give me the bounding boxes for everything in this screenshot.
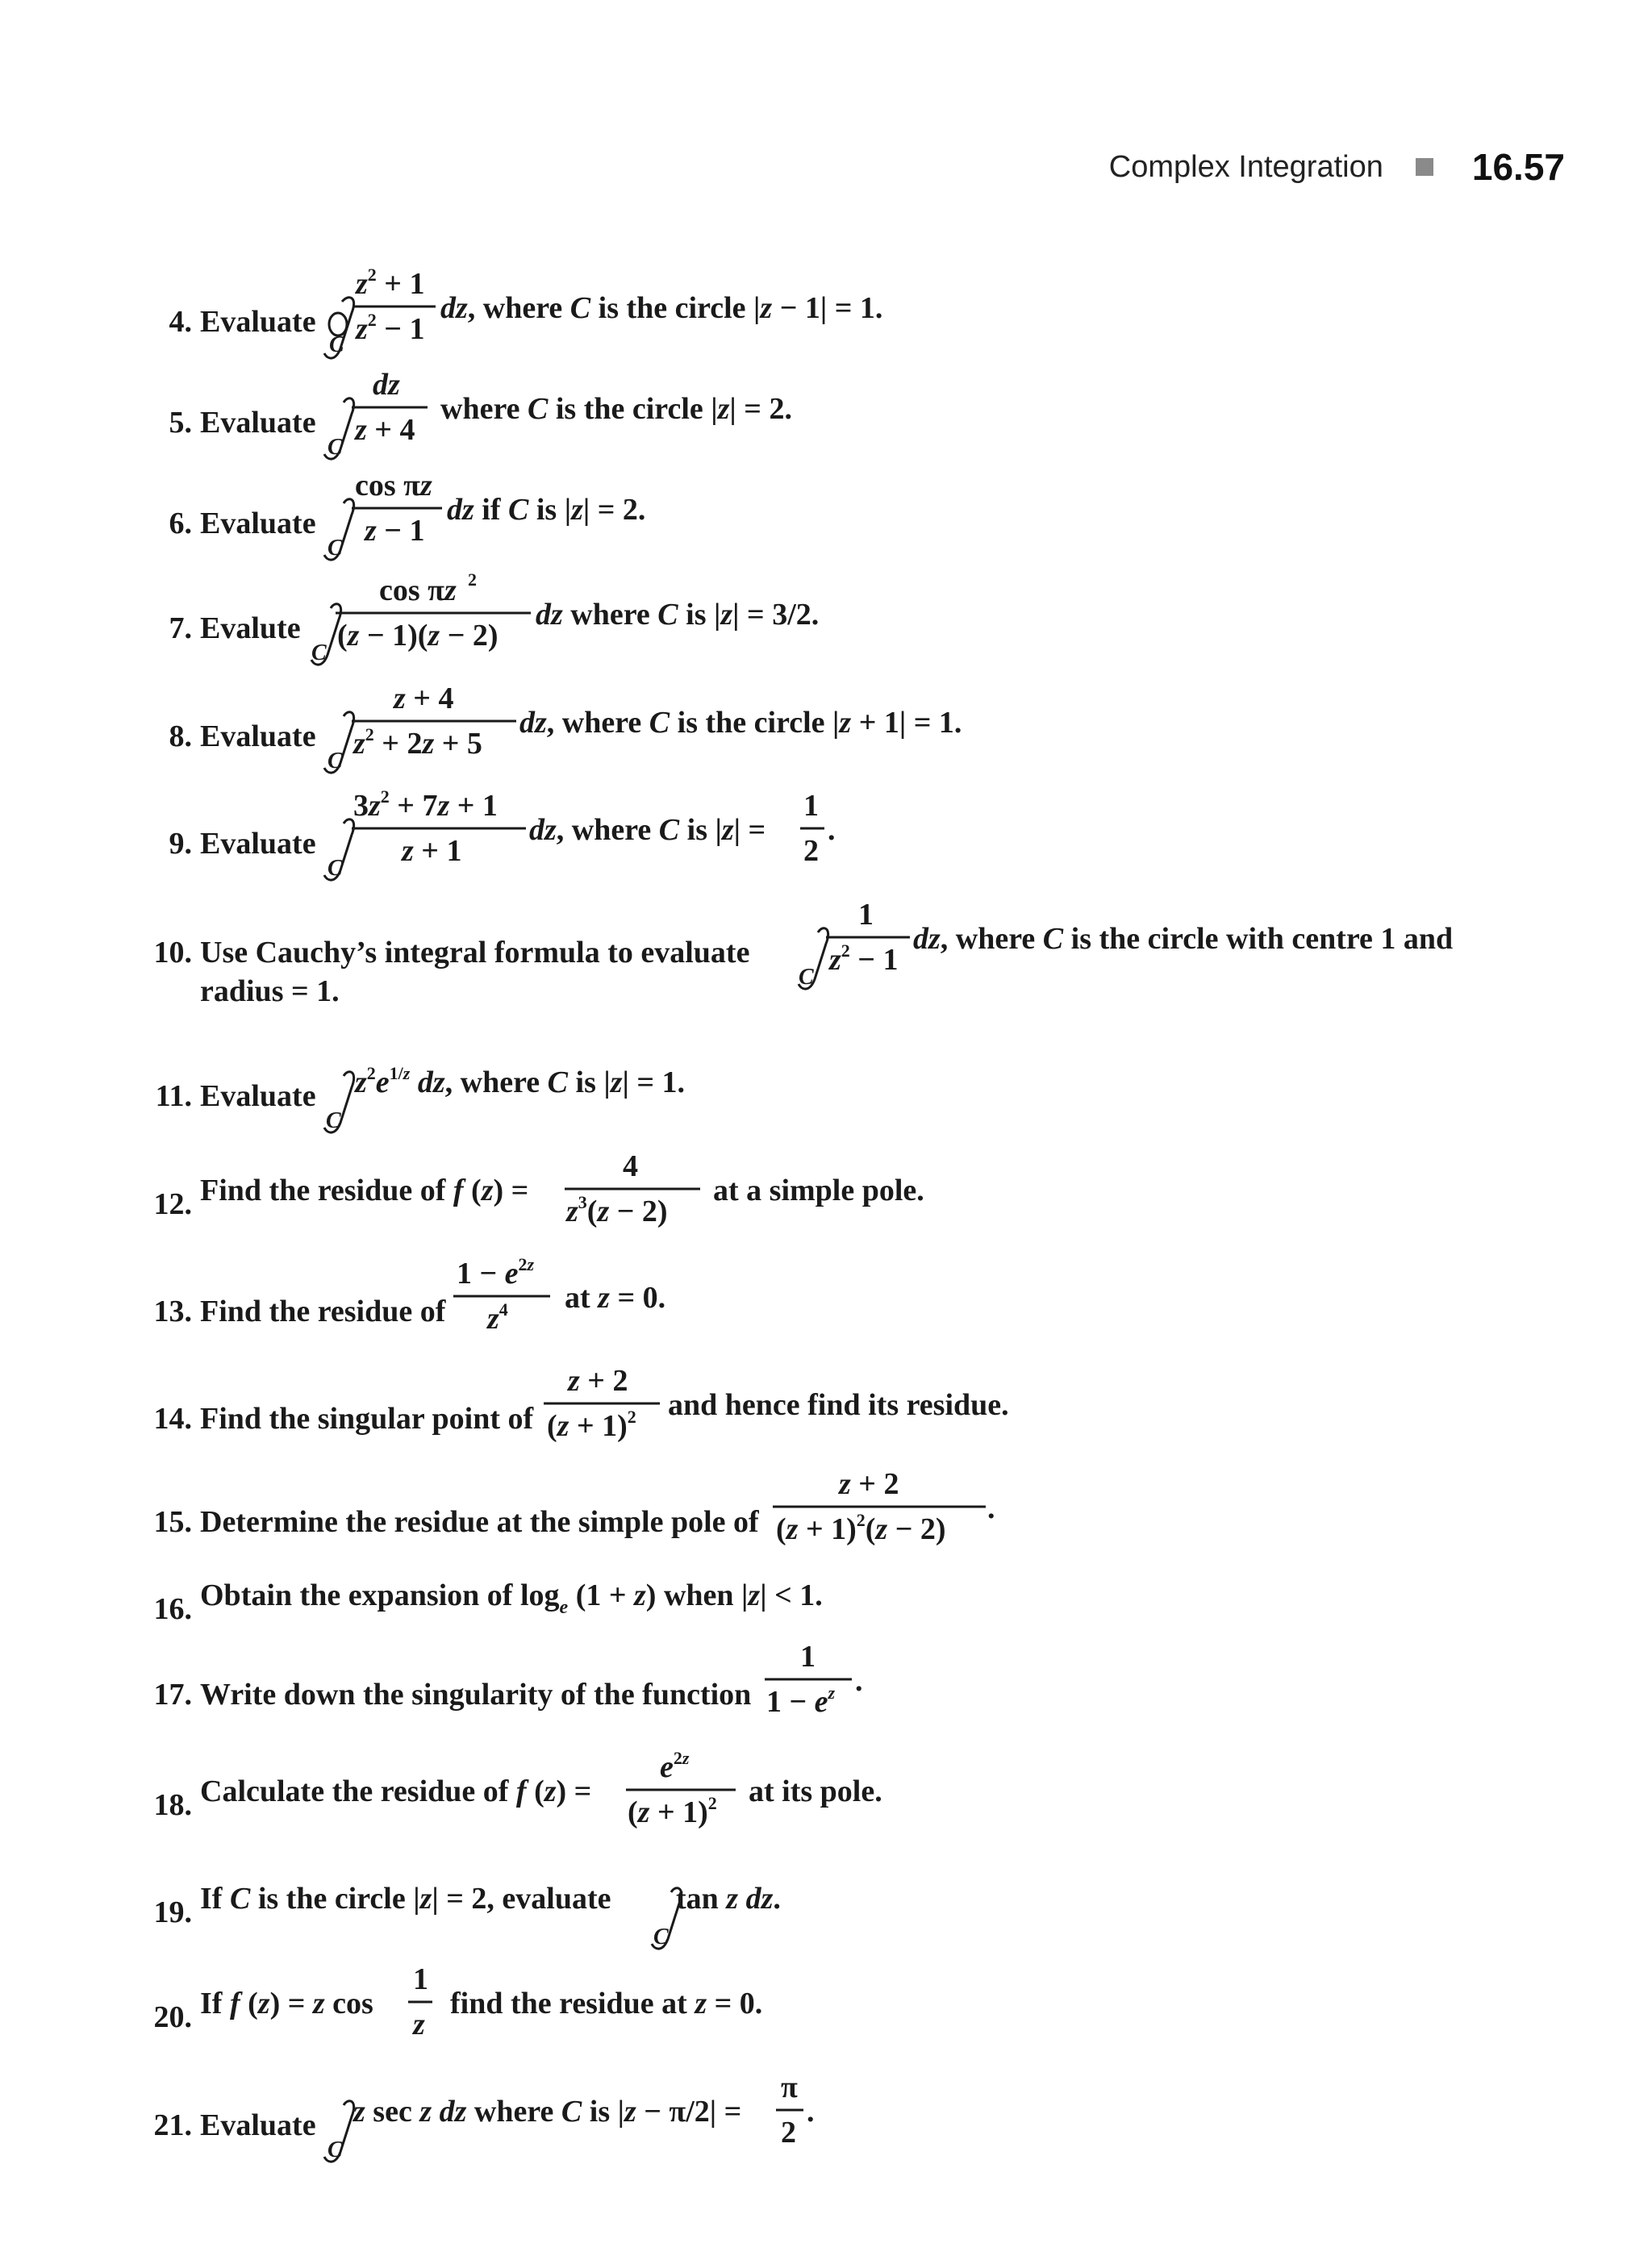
svg-text:(z + 1)2: $(z + 1)^2$ — [547, 1407, 636, 1443]
svg-text:z sec z dz where C is |z − π: z sec z dz where C is |z − π/2| = — [353, 2095, 742, 2129]
svg-text:Find the residue of f (z) =: Find the residue of f (z) = — [200, 1174, 529, 1207]
exercise-number: 4. — [169, 305, 192, 339]
exercise-lead: Evaluate — [200, 406, 316, 440]
exercise-number: 12. — [153, 1187, 192, 1221]
exercise-line-2: radius = 1. — [200, 974, 340, 1008]
svg-text:2: 2 — [803, 834, 819, 868]
exercise-lead: Write down the singularity of the function — [200, 1678, 752, 1712]
svg-text:z − 1: z − 1 — [365, 514, 425, 548]
exercise-number: 8. — [169, 719, 192, 753]
exercise-number: 15. — [153, 1505, 192, 1539]
header-square-ornament — [1416, 158, 1433, 176]
svg-text:(z + 1)2: $(z + 1)^2$ — [628, 1793, 717, 1829]
exercise-10 — [0, 886, 1652, 1031]
svg-text:(z − 1)(z − 2): (z − 1)(z − 2) — [337, 619, 499, 653]
svg-text:z2 + 2z + 5: $z^2 + 2z + 5$ — [353, 724, 482, 761]
svg-text:.: . — [807, 2095, 815, 2129]
exercise-number: 6. — [169, 507, 192, 540]
exercise-number: 18. — [153, 1788, 192, 1822]
svg-text:1 − e2z: $1 - e^2z$ — [457, 1254, 535, 1291]
svg-text:at z = 0.: at z = 0. — [565, 1281, 666, 1315]
svg-text:Calculate the residue of f (z): Calculate the residue of f (z) = — [200, 1774, 592, 1808]
exercise-number: 10. — [153, 936, 192, 970]
exercise-number: 9. — [169, 827, 192, 861]
svg-text:dz, where C is |z| =: dz, where C is |z| = — [529, 813, 766, 847]
svg-text:1: 1 — [803, 789, 819, 823]
svg-text:If C is the circle |z| = 2, ev: If C is the circle |z| = 2, evaluate — [200, 1882, 611, 1916]
formula-10 — [0, 886, 1652, 1031]
exercise-lead: Evaluate — [200, 2108, 316, 2142]
svg-text:C: C — [326, 1108, 341, 1133]
svg-text:C: C — [327, 536, 343, 561]
svg-text:1: 1 — [413, 1962, 428, 1996]
svg-text:z + 4: z + 4 — [394, 682, 454, 715]
svg-text:If f (z) = z cos: If f (z) = z cos — [200, 1987, 373, 2020]
exercise-number: 21. — [153, 2108, 192, 2142]
exercise-lead: Evaluate — [200, 305, 316, 339]
svg-text:z2 + 1: $z^2 + 1$ — [356, 265, 425, 301]
svg-text:at its pole.: at its pole. — [749, 1774, 882, 1808]
svg-text:2: 2 — [781, 2116, 796, 2150]
svg-text:e2z: $e^2z$ — [660, 1748, 690, 1784]
svg-text:4: 4 — [623, 1149, 638, 1183]
exercise-lead: Evaluate — [200, 719, 316, 753]
svg-text:.: . — [987, 1491, 995, 1525]
svg-text:Obtain the expansion of loge (: Obtain the expansion of $\log_e (1 + z)$ when |z| < 1. — [200, 1578, 823, 1618]
svg-text:z + 1: z + 1 — [402, 834, 462, 868]
svg-text:dz: dz — [373, 368, 400, 402]
svg-text:where C is the circle |z| = 2.: where C is the circle |z| = 2. — [440, 392, 792, 426]
svg-text:C: C — [653, 1924, 669, 1950]
svg-text:3z2 + 7z + 1: $3z^2 + 7z + 1$ — [353, 786, 498, 823]
svg-text:dz if C is |z| = 2.: dz if C is |z| = 2. — [447, 493, 646, 527]
exercise-lead: Evalute — [200, 611, 301, 645]
svg-text:C: C — [327, 856, 343, 881]
svg-text:and hence find its residue.: and hence find its residue. — [668, 1388, 1009, 1422]
svg-text:1: 1 — [858, 898, 874, 932]
svg-text:z + 2: z + 2 — [839, 1467, 899, 1501]
formula-21 — [0, 2058, 1652, 2187]
exercise-number: 16. — [153, 1592, 192, 1626]
svg-text:C: C — [327, 749, 343, 774]
svg-text:z2e1/z dz, where C is |z| = 1.: $z^2e^{1/}z$ dz, where C is |z| = 1. — [355, 1063, 686, 1099]
exercise-lead: Find the residue of — [200, 1295, 446, 1328]
svg-text:.: . — [828, 813, 836, 847]
svg-text:dz, where C is the circle |z −: dz, where C is the circle |z − 1| = 1. — [440, 291, 883, 325]
svg-text:(z + 1)2(z − 2): $(z + 1)^2(z - 2)$ — [776, 1510, 946, 1546]
svg-text:.: . — [855, 1664, 863, 1698]
svg-text:1 − ez: $1 - e^z$ — [766, 1683, 836, 1719]
svg-text:z: z — [413, 2008, 425, 2041]
svg-text:z3(z − 2): $z^3(z - 2)$ — [566, 1192, 668, 1228]
exercise-line-1: Use Cauchy’s integral formula to evaluate — [200, 936, 750, 970]
svg-text:C: C — [311, 640, 327, 665]
exercise-lead: Evaluate — [200, 1079, 316, 1113]
exercise-17 — [0, 1628, 1652, 1757]
exercise-lead: Evaluate — [200, 507, 316, 540]
svg-text:C: C — [799, 965, 814, 990]
svg-text:z4: $z^4$ — [487, 1299, 508, 1336]
svg-text:cos πz: cos πz — [355, 469, 432, 502]
svg-text:dz, where C is the circle |z +: dz, where C is the circle |z + 1| = 1. — [519, 706, 962, 740]
exercise-number: 7. — [169, 611, 192, 645]
svg-text:z + 2: z + 2 — [568, 1364, 628, 1398]
svg-text:cos πz: cos πz — [379, 573, 457, 607]
exercise-number: 17. — [153, 1678, 192, 1712]
exercise-number: 5. — [169, 406, 192, 440]
page-number: 16.57 — [1471, 146, 1565, 188]
exercise-lead: Find the singular point of — [200, 1402, 534, 1436]
exercise-number: 11. — [155, 1079, 192, 1113]
svg-text:z + 4: z + 4 — [355, 413, 415, 447]
svg-text:C: C — [327, 2137, 343, 2162]
exercise-lead: Determine the residue at the simple pole of — [200, 1505, 759, 1539]
exercise-lead: Evaluate — [200, 827, 316, 861]
svg-text:find the residue at z = 0.: find the residue at z = 0. — [450, 1987, 763, 2020]
svg-text:tan z dz.: tan z dz. — [676, 1882, 781, 1916]
exercise-number: 13. — [153, 1295, 192, 1328]
svg-text:2: 2 — [468, 569, 477, 590]
svg-text:at a simple pole.: at a simple pole. — [713, 1174, 924, 1207]
chapter-title: Complex Integration — [1108, 149, 1383, 184]
svg-text:dz, where C is the circle with: dz, where C is the circle with centre 1 and — [913, 922, 1454, 956]
exercise-21 — [0, 2058, 1652, 2187]
exercise-number: 19. — [153, 1895, 192, 1929]
svg-text:z2 − 1: $z^2 - 1$ — [356, 310, 425, 346]
svg-text:C: C — [327, 435, 343, 460]
svg-text:z2 − 1: $z^2 - 1$ — [829, 940, 899, 977]
formula-17 — [0, 1628, 1652, 1757]
exercise-number: 20. — [153, 2000, 192, 2034]
running-header — [1109, 145, 1565, 189]
exercise-number: 14. — [153, 1402, 192, 1436]
svg-text:C: C — [329, 332, 344, 357]
svg-text:1: 1 — [800, 1640, 816, 1674]
svg-text:π: π — [781, 2070, 798, 2104]
svg-text:dz where C is |z| = 3/2.: dz where C is |z| = 3/2. — [536, 598, 820, 632]
